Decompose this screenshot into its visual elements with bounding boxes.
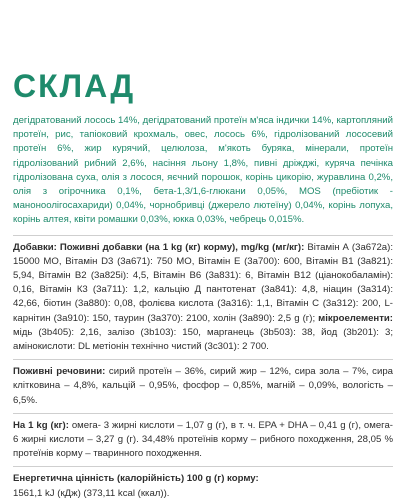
- nutrients-label: Поживні речовини:: [13, 366, 106, 378]
- additives-label: Добавки: Поживні добавки (на 1 kg (кг) корму), mg/kg (мг/кг):: [13, 241, 305, 253]
- divider: [13, 466, 393, 467]
- nutrients-paragraph: [13, 365, 393, 408]
- per-kg-label: На 1 kg (кг):: [13, 419, 69, 431]
- per-kg-text: омега- 3 жирні кислоти – 1,07 g (г), в т. ч. EPA + DHA – 0,41 g (г), омега- 6 жирні кислоти – 3,27 g (г). 34,48% протеїнів корму – рибного походження, 28,05 % протеїнів корму – тваринного походження.: [13, 419, 393, 460]
- microelements-text: мідь (3b405): 2,16, залізо (3b103): 150, марганець (3b503): 38, йод (3b201): 3;: [13, 326, 393, 338]
- energy-label: Енергетична цінність (калорійність) 100 g (г) корму:: [13, 473, 259, 485]
- page-title: СКЛАД: [13, 68, 136, 104]
- ingredients-list: дегідратований лосось 14%, дегідратований протеїн м'яса індички 14%, картопляний протеїн, рис, тапіоковий крохмаль, овес, лосось 6%, гідролізований лососевий протеїн 6%, жир курячий, целюлоза, м'якоть буряка, мінерали, протеїн гідролізований рибний 2,6%, насіння льону 1,8%, пивні дріжджі, куряча печінка гідролізована суха, олія з лосося, яєчний порошок, корінь цикорію, журавлина 0,2%, олія з огірочника 0,1%, бета-1,3/1,6-глюкани 0,05%, MOS (пребіотик - маноноолігосахариди) 0,04%, чорнобривці (джерело лютеїну) 0,04%, корінь лопуха, корінь алтея, квіти ромашки 0,03%, юкка 0,03%, чебрець 0,015%.: [13, 115, 393, 226]
- divider: [13, 413, 393, 414]
- additives-paragraph: [13, 241, 393, 355]
- additives-text: Вітамін А (3а672а): 15000 МО, Вітамін D3 (3а671): 750 МО, Вітамін Е (3а700): 600, Вітамін В1 (3а821): 5,94, Вітамін В2 (3а825i): 4,5, Вітамін В6 (3а831): 6, Вітамін В12 (ціанокобаламін): 0,16, Вітамін К3 (3а711): 1,2, кальцію Д пантотенат (3а841): 4,8, ніацин (3а314): 42,66, біотин (3а880): 0,08, фолієва кислота (3а316): 1,1, Вітамін С (3а312): 200, L-карнітин (3а910): 150, таурин (3а370): 2100, холін (3а890): 2,5 g (г);: [13, 241, 393, 324]
- nutrients-text: сирий протеїн – 36%, сирий жир – 12%, сира зола – 7%, сира клітковина – 4,8%, кальцій – 0,95%, фосфор – 0,85%, магній – 0,09%, вологість – 6,5%.: [13, 366, 393, 406]
- energy-paragraph: [13, 472, 393, 500]
- per-kg-paragraph: [13, 419, 393, 462]
- amino-acids-label: амінокислоти:: [13, 341, 76, 353]
- amino-acids-text: DL метіонін технічно чистий (3с301): 2 700.: [75, 341, 269, 353]
- microelements-label: мікроелементи:: [318, 312, 393, 324]
- composition-page: [13, 68, 393, 501]
- divider: [13, 359, 393, 360]
- energy-value: 1561,1 kJ (кДж) (373,11 kcal (ккал)).: [13, 487, 170, 499]
- divider: [13, 235, 393, 236]
